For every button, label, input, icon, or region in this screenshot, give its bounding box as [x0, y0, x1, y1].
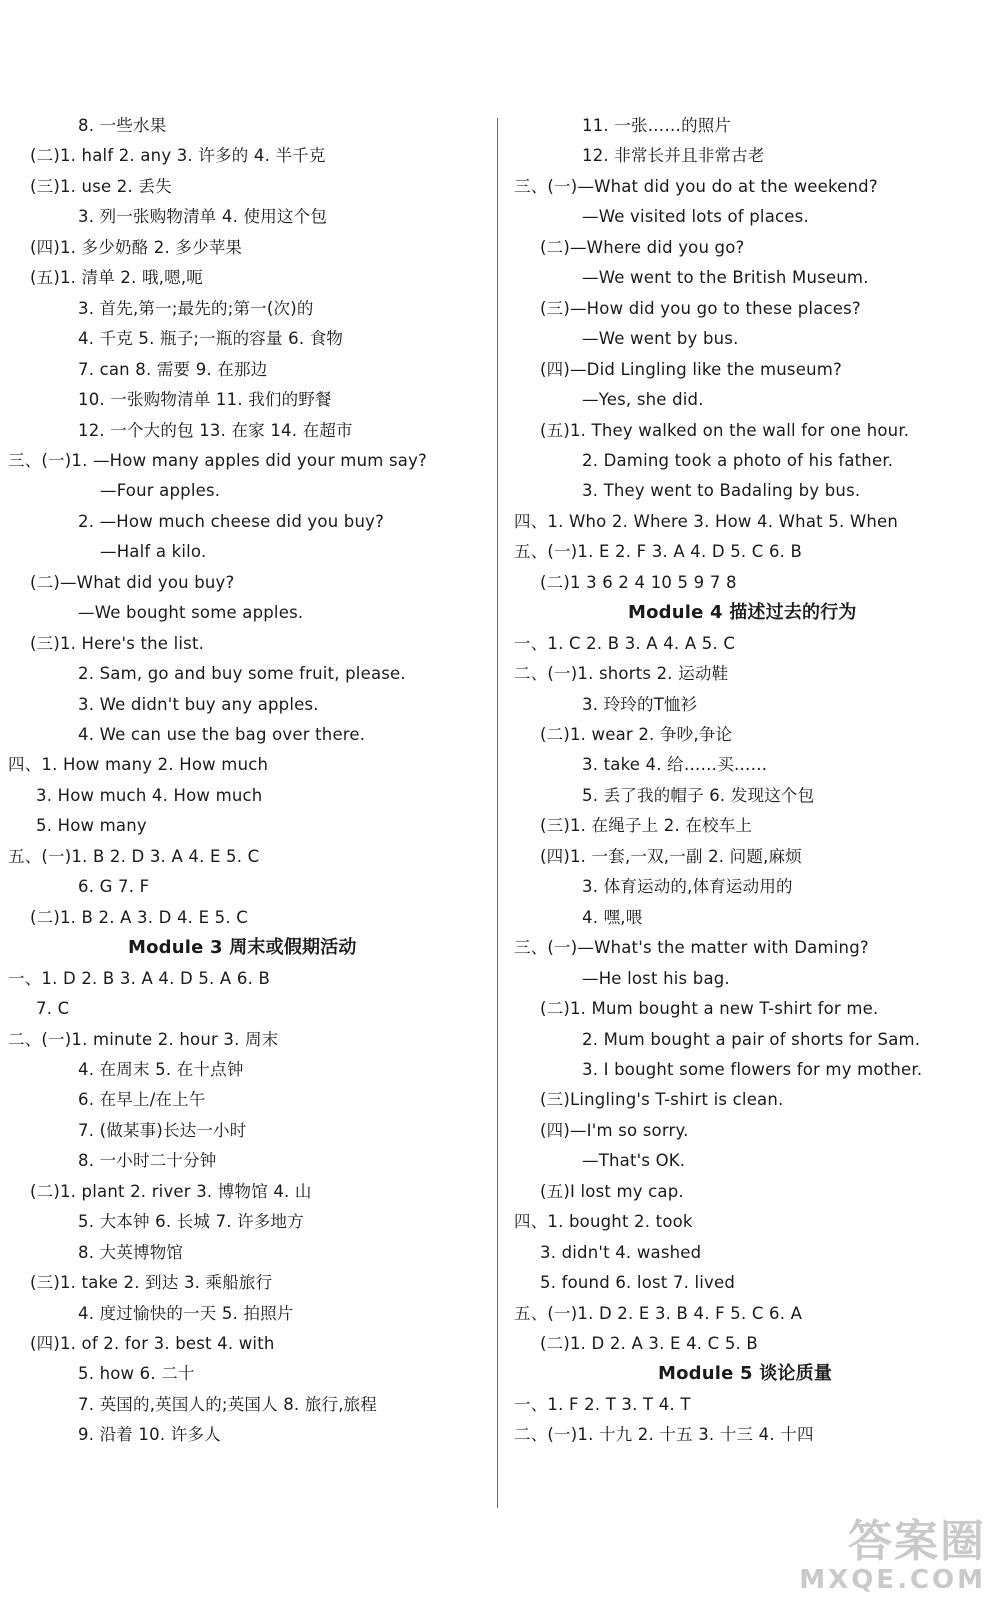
answer-line: 4. 在周末 5. 在十点钟	[78, 1059, 244, 1079]
answer-line: 二、(一)1. minute 2. hour 3. 周末	[8, 1029, 279, 1049]
answer-line: (三)Lingling's T-shirt is clean.	[540, 1090, 784, 1110]
answer-line: 7. (做某事)长达一小时	[78, 1120, 247, 1140]
answer-line: 3. 体育运动的,体育运动用的	[582, 877, 793, 897]
answer-line: (五)I lost my cap.	[540, 1181, 684, 1201]
answer-line: 8. 一些水果	[78, 116, 167, 135]
answer-line: 3. didn't 4. washed	[540, 1242, 702, 1262]
answer-line: 一、1. C 2. B 3. A 4. A 5. C	[514, 633, 736, 653]
answer-line: 二、(一)1. shorts 2. 运动鞋	[514, 664, 729, 684]
answer-line: 4. We can use the bag over there.	[78, 725, 366, 744]
answer-line: 4. 度过愉快的一天 5. 拍照片	[78, 1303, 294, 1323]
watermark-logo: 答案圈	[848, 1516, 986, 1567]
answer-line: (四)—Did Lingling like the museum?	[540, 359, 842, 379]
answer-line: —Half a kilo.	[100, 542, 207, 562]
answer-line: 五、(一)1. E 2. F 3. A 4. D 5. C 6. B	[514, 542, 803, 562]
answer-line: 7. 英国的,英国人的;英国人 8. 旅行,旅程	[78, 1394, 378, 1414]
answer-line: (二)1 3 6 2 4 10 5 9 7 8	[540, 572, 737, 592]
answer-line: 11. 一张……的照片	[582, 116, 732, 135]
answer-line: (三)1. 在绳子上 2. 在校车上	[540, 816, 753, 836]
answer-line: (三)1. take 2. 到达 3. 乘船旅行	[30, 1273, 273, 1293]
watermark-url: MXQE.COM	[799, 1565, 986, 1595]
answer-line: —We visited lots of places.	[582, 207, 809, 227]
answer-line: 五、(一)1. B 2. D 3. A 4. E 5. C	[8, 846, 260, 866]
answer-line: 6. 在早上/在上午	[78, 1090, 206, 1110]
module-heading: Module 3 周末或假期活动	[128, 937, 357, 959]
answer-line: 5. how 6. 二十	[78, 1364, 195, 1384]
answer-line: 四、1. bought 2. took	[514, 1212, 693, 1232]
watermark	[799, 1518, 986, 1594]
module-heading: Module 5 谈论质量	[658, 1363, 833, 1385]
answer-line: 3. 列一张购物清单 4. 使用这个包	[78, 207, 328, 227]
answer-line: —That's OK.	[582, 1151, 686, 1171]
answer-line: 12. 一个大的包 13. 在家 14. 在超市	[78, 420, 353, 440]
answer-line: 4. 嘿,喂	[582, 907, 643, 927]
answer-line: 3. How much 4. How much	[36, 785, 263, 805]
answer-line: (四)1. of 2. for 3. best 4. with	[30, 1334, 275, 1353]
answer-line: 5. How many	[36, 816, 147, 836]
answer-line: —Four apples.	[100, 481, 221, 501]
answer-line: 3. We didn't buy any apples.	[78, 694, 319, 714]
answer-line: 2. Daming took a photo of his father.	[582, 450, 894, 470]
answer-line: 三、(一)—What's the matter with Daming?	[514, 938, 869, 958]
answer-line: (二)1. B 2. A 3. D 4. E 5. C	[30, 907, 248, 927]
answer-line: (二)1. wear 2. 争吵,争论	[540, 725, 733, 744]
answer-line: 3. 玲玲的T恤衫	[582, 694, 698, 714]
answer-line: 三、(一)1. —How many apples did your mum say?	[8, 450, 427, 470]
answer-line: 3. They went to Badaling by bus.	[582, 481, 861, 501]
answer-line: —We went to the British Museum.	[582, 268, 869, 288]
answer-line: 8. 大英博物馆	[78, 1242, 184, 1262]
answer-line: (三)1. use 2. 丢失	[30, 176, 172, 196]
answer-line: 四、1. Who 2. Where 3. How 4. What 5. When	[514, 511, 899, 531]
answer-line: 7. can 8. 需要 9. 在那边	[78, 359, 268, 379]
answer-line: —We went by bus.	[582, 329, 739, 349]
answer-line: (二)1. plant 2. river 3. 博物馆 4. 山	[30, 1181, 312, 1201]
answer-line: (三)1. Here's the list.	[30, 633, 205, 653]
answer-line: 二、(一)1. 十九 2. 十五 3. 十三 4. 十四	[514, 1425, 814, 1445]
answer-line: 9. 沿着 10. 许多人	[78, 1425, 221, 1445]
answer-line: (二)1. Mum bought a new T-shirt for me.	[540, 999, 879, 1019]
answer-line: (四)—I'm so sorry.	[540, 1120, 689, 1140]
answer-line: 12. 非常长并且非常古老	[582, 146, 765, 166]
answer-line: (三)—How did you go to these places?	[540, 298, 861, 318]
answer-line: (五)1. 清单 2. 哦,嗯,呃	[30, 268, 203, 288]
answer-line: 2. Sam, go and buy some fruit, please.	[78, 664, 406, 684]
answer-line: (四)1. 一套,一双,一副 2. 问题,麻烦	[540, 846, 802, 866]
answer-line: 3. I bought some flowers for my mother.	[582, 1059, 923, 1079]
answer-line: 2. —How much cheese did you buy?	[78, 511, 385, 531]
answer-line: 3. 首先,第一;最先的;第一(次)的	[78, 298, 314, 318]
answer-line: 五、(一)1. D 2. E 3. B 4. F 5. C 6. A	[514, 1303, 803, 1323]
answer-line: 三、(一)—What did you do at the weekend?	[514, 176, 878, 196]
answer-line: (二)1. half 2. any 3. 许多的 4. 半千克	[30, 146, 326, 166]
answer-line: 一、1. D 2. B 3. A 4. D 5. A 6. B	[8, 968, 270, 988]
answer-line: 7. C	[36, 999, 70, 1019]
module-heading: Module 4 描述过去的行为	[628, 602, 857, 624]
answer-line: 6. G 7. F	[78, 877, 150, 897]
column-divider	[497, 118, 498, 1508]
answer-line: —Yes, she did.	[582, 390, 704, 410]
answer-line: 5. 丢了我的帽子 6. 发现这个包	[582, 785, 815, 805]
answer-line: 一、1. F 2. T 3. T 4. T	[514, 1394, 691, 1414]
answer-line: 10. 一张购物清单 11. 我们的野餐	[78, 390, 332, 410]
answer-line: 2. Mum bought a pair of shorts for Sam.	[582, 1029, 921, 1049]
answer-line: 4. 千克 5. 瓶子;一瓶的容量 6. 食物	[78, 329, 344, 349]
answer-line: —He lost his bag.	[582, 968, 730, 988]
answer-line: —We bought some apples.	[78, 603, 304, 623]
answer-line: (二)—What did you buy?	[30, 572, 235, 592]
answer-line: (二)—Where did you go?	[540, 237, 745, 257]
answer-line: 5. 大本钟 6. 长城 7. 许多地方	[78, 1212, 304, 1232]
answer-line: 5. found 6. lost 7. lived	[540, 1273, 736, 1293]
answer-line: (五)1. They walked on the wall for one hour.	[540, 420, 910, 440]
answer-line: (四)1. 多少奶酪 2. 多少苹果	[30, 237, 243, 257]
answer-line: 8. 一小时二十分钟	[78, 1151, 217, 1171]
answer-line: (二)1. D 2. A 3. E 4. C 5. B	[540, 1334, 758, 1353]
answer-line: 3. take 4. 给……买……	[582, 755, 768, 775]
answer-line: 四、1. How many 2. How much	[8, 755, 269, 775]
